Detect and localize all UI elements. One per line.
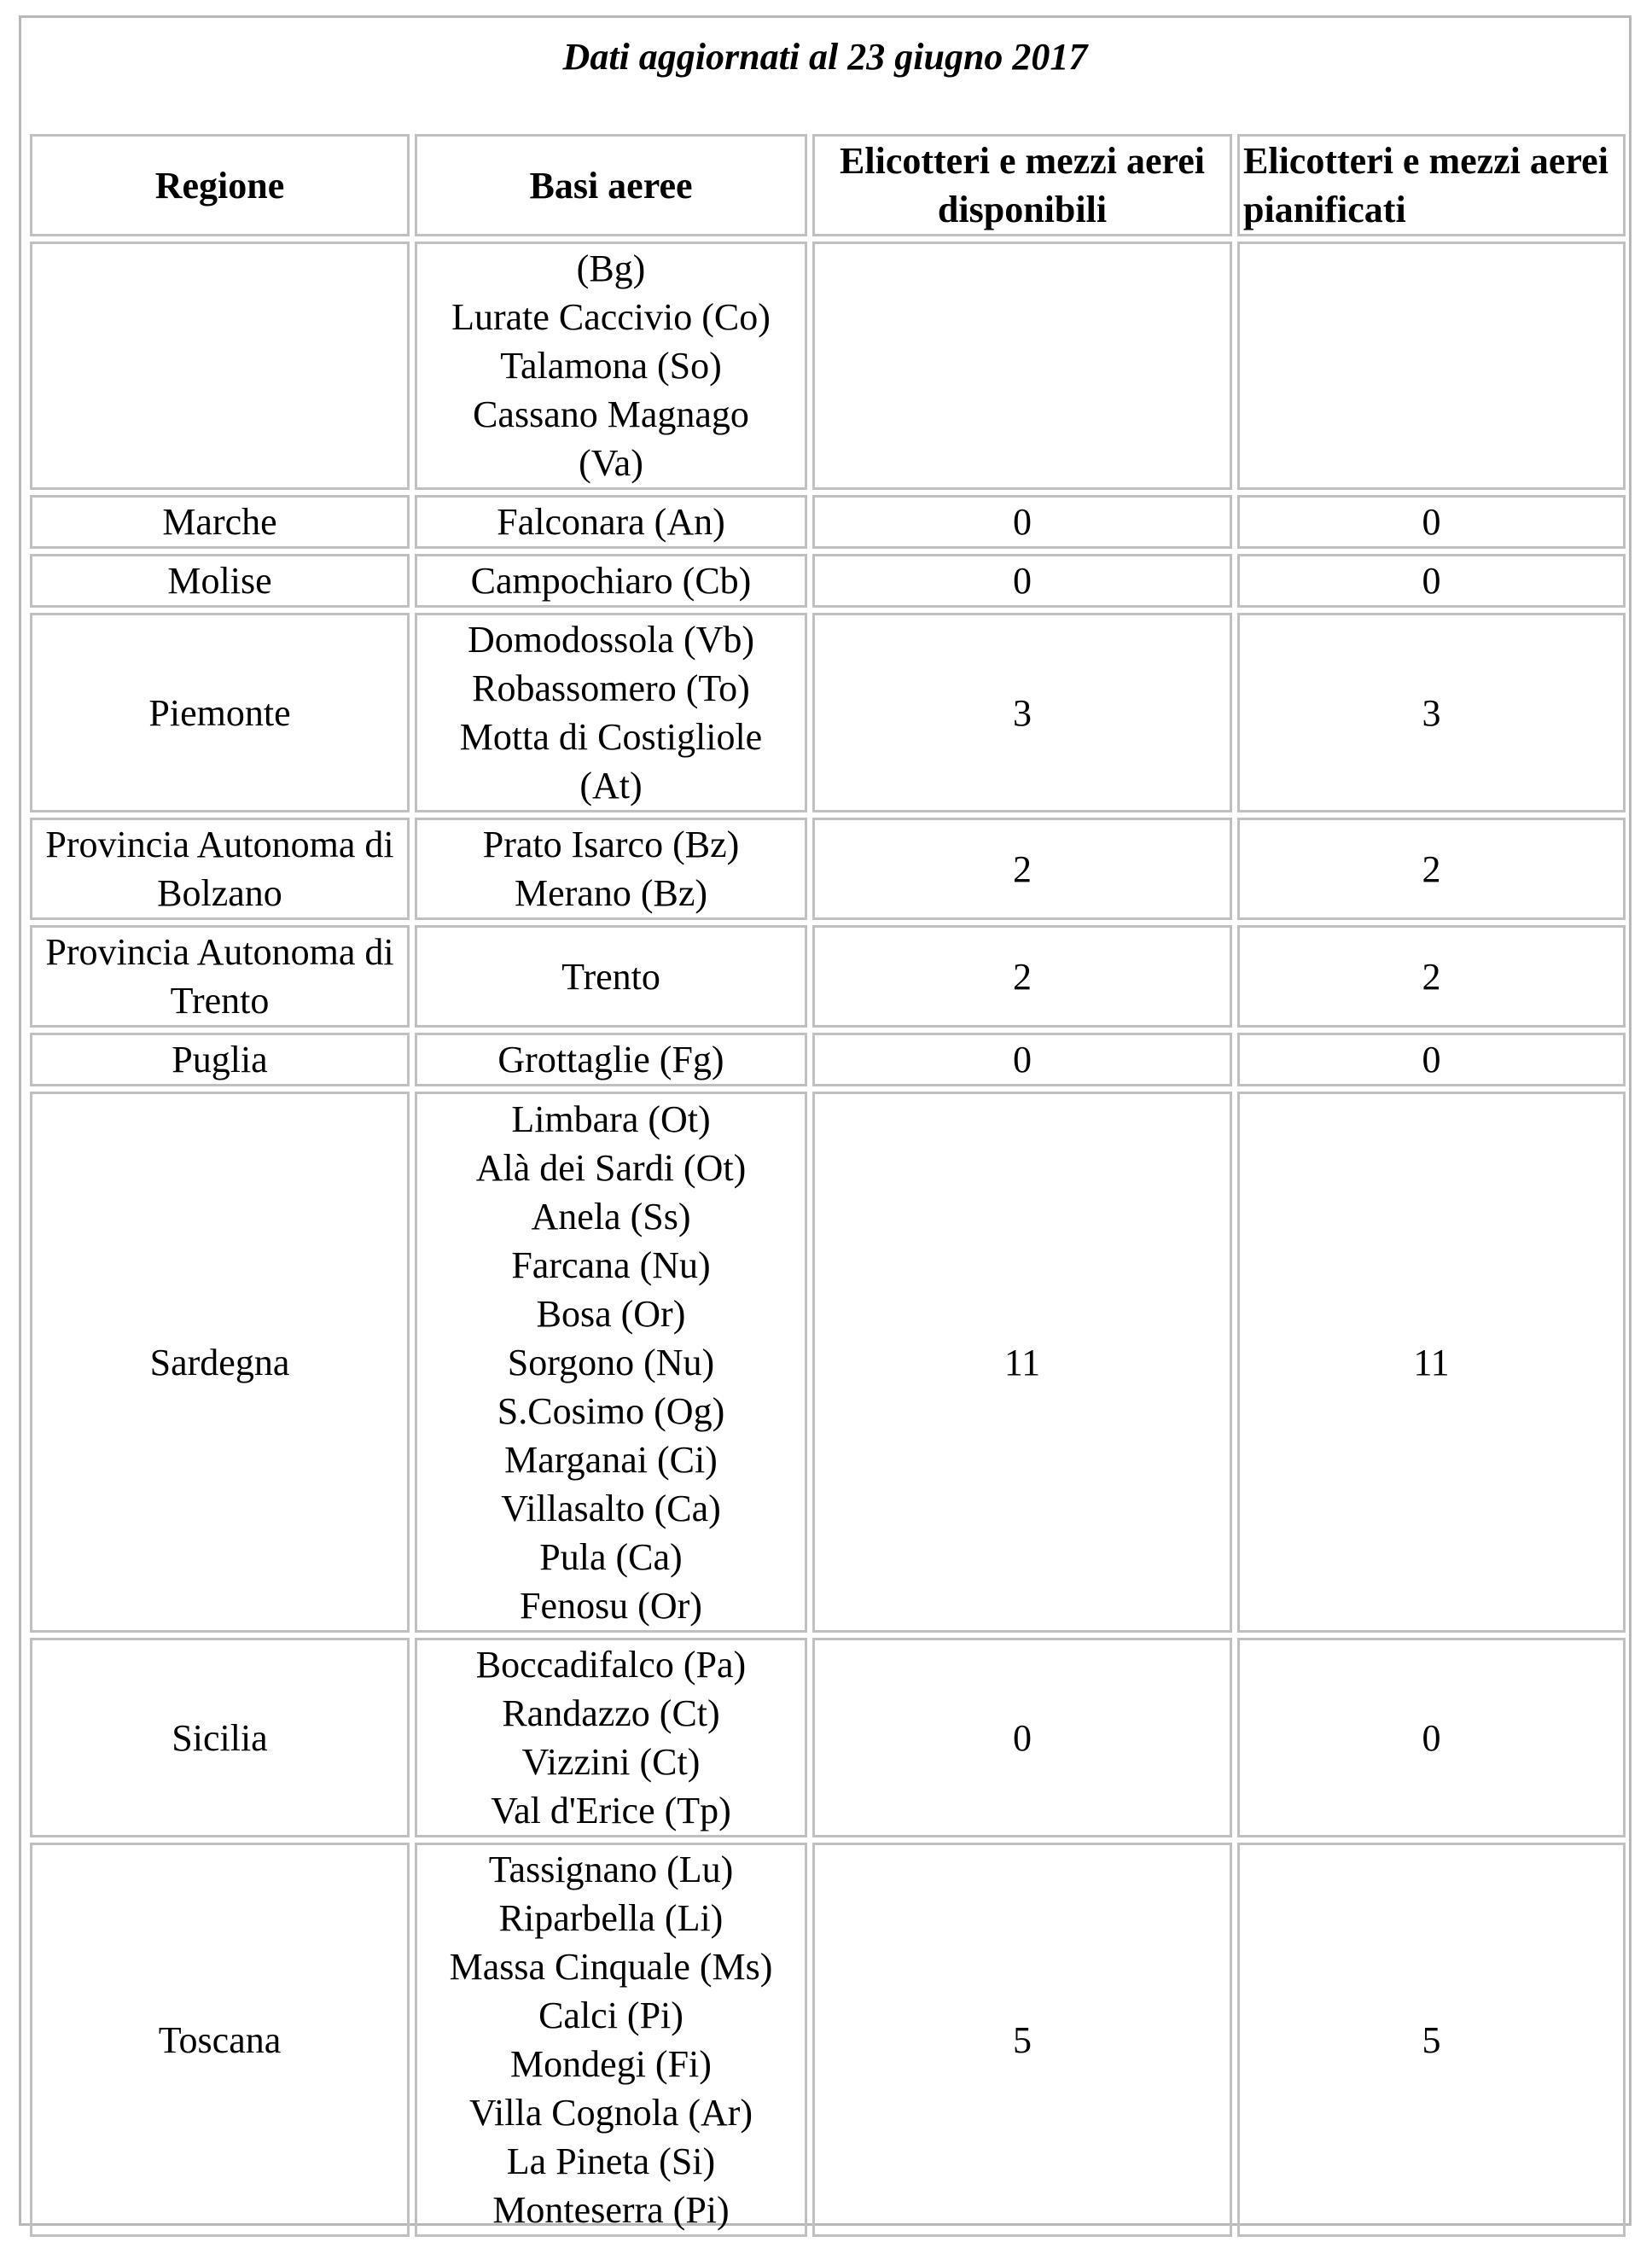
header-basi-aeree: Basi aeree [415,134,807,236]
air-bases-table [25,129,1631,2242]
table-row [30,554,1626,608]
cell-basi-aeree: Campochiaro (Cb) [415,554,807,608]
cell-regione: Puglia [30,1033,410,1086]
cell-pianificati: 11 [1237,1092,1626,1633]
cell-regione [30,242,410,490]
cell-regione: Provincia Autonoma di Trento [30,925,410,1028]
cell-regione: Toscana [30,1843,410,2237]
table-row [30,925,1626,1028]
cell-disponibili: 3 [812,613,1232,812]
cell-basi-aeree: (Bg) Lurate Caccivio (Co) Talamona (So) Cassano Magnago (Va) [415,242,807,490]
table-row [30,242,1626,490]
cell-pianificati: 3 [1237,613,1626,812]
cell-disponibili: 2 [812,925,1232,1028]
cell-basi-aeree: Trento [415,925,807,1028]
cell-pianificati: 5 [1237,1843,1626,2237]
cell-pianificati: 2 [1237,925,1626,1028]
cell-disponibili: 0 [812,495,1232,549]
cell-basi-aeree: Prato Isarco (Bz) Merano (Bz) [415,818,807,920]
document-frame [19,15,1632,2231]
cell-disponibili: 0 [812,554,1232,608]
cell-pianificati: 0 [1237,495,1626,549]
table-row [30,495,1626,549]
cell-pianificati: 0 [1237,1638,1626,1837]
table-row [30,1638,1626,1837]
cell-disponibili: 0 [812,1638,1232,1837]
cell-basi-aeree: Boccadifalco (Pa) Randazzo (Ct) Vizzini (Ct) Val d'Erice (Tp) [415,1638,807,1837]
header-pianificati: Elicotteri e mezzi aerei pianificati [1237,134,1626,236]
cell-basi-aeree: Limbara (Ot) Alà dei Sardi (Ot) Anela (Ss) Farcana (Nu) Bosa (Or) Sorgono (Nu) S.Cosimo (Og) Marganai (Ci) Villasalto (Ca) Pula (Ca) Fenosu (Or) [415,1092,807,1633]
table-row [30,613,1626,812]
header-row [30,134,1626,236]
cell-disponibili: 0 [812,1033,1232,1086]
cell-disponibili [812,242,1232,490]
table-row [30,1843,1626,2237]
cell-pianificati [1237,242,1626,490]
table-row [30,1092,1626,1633]
cell-regione: Sicilia [30,1638,410,1837]
cell-basi-aeree: Tassignano (Lu) Riparbella (Li) Massa Cinquale (Ms) Calci (Pi) Mondegi (Fi) Villa Cognola (Ar) La Pineta (Si) Monteserra (Pi) [415,1843,807,2237]
cell-regione: Marche [30,495,410,549]
header-regione: Regione [30,134,410,236]
cell-basi-aeree: Falconara (An) [415,495,807,549]
cell-regione: Piemonte [30,613,410,812]
cell-disponibili: 11 [812,1092,1232,1633]
cell-pianificati: 0 [1237,554,1626,608]
cell-regione: Provincia Autonoma di Bolzano [30,818,410,920]
table-row [30,1033,1626,1086]
cell-basi-aeree: Domodossola (Vb) Robassomero (To) Motta di Costigliole (At) [415,613,807,812]
table-caption: Dati aggiornati al 23 giugno 2017 [562,36,1088,78]
cell-regione: Sardegna [30,1092,410,1633]
cell-disponibili: 2 [812,818,1232,920]
cell-pianificati: 0 [1237,1033,1626,1086]
cell-regione: Molise [30,554,410,608]
table-row [30,818,1626,920]
cell-basi-aeree: Grottaglie (Fg) [415,1033,807,1086]
cell-disponibili: 5 [812,1843,1232,2237]
cell-pianificati: 2 [1237,818,1626,920]
header-disponibili: Elicotteri e mezzi aerei disponibili [812,134,1232,236]
